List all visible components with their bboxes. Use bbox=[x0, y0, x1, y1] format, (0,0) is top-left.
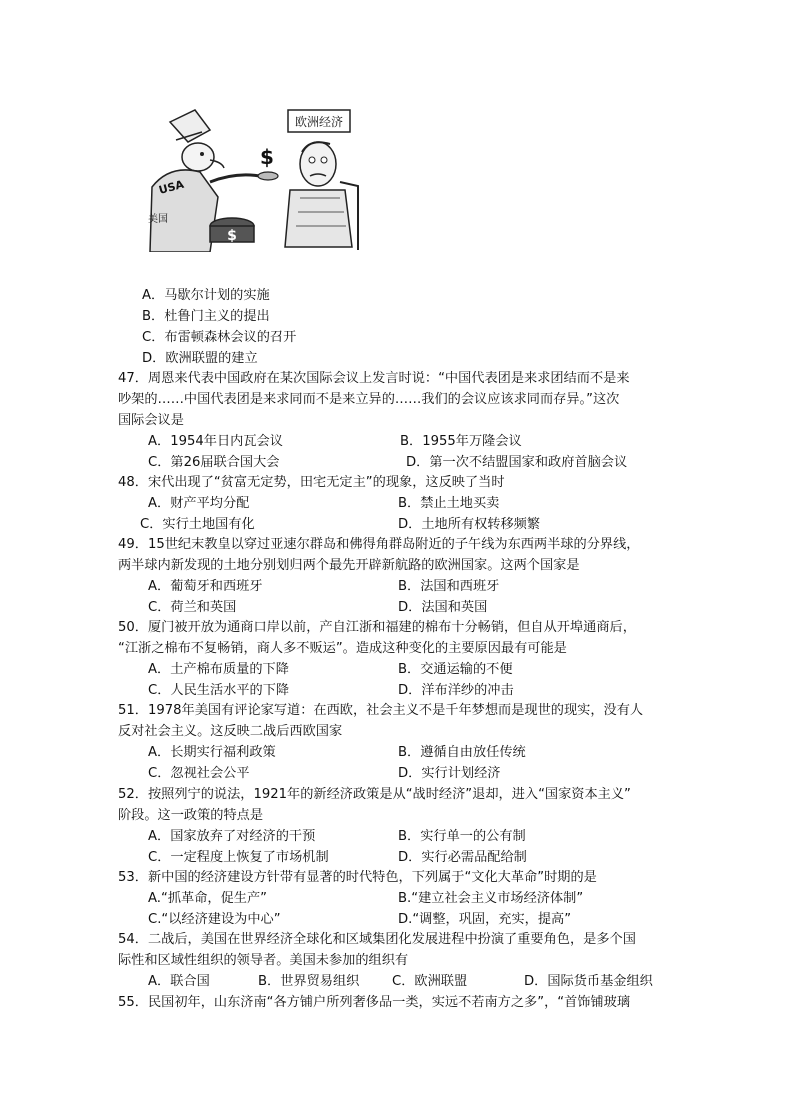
cartoon-usa-label: USA bbox=[157, 177, 186, 197]
q52-stem-line-2: 阶段。这一政策的特点是 bbox=[118, 808, 264, 823]
q50-stem-line-1: 50．厦门被开放为通商口岸以前，产自江浙和福建的棉布十分畅销，但自从开埠通商后， bbox=[118, 620, 636, 635]
q50-option-c: C．人民生活水平的下降 bbox=[148, 683, 290, 698]
q53-stem-line-1: 53．新中国的经济建设方针带有显著的时代特色，下列属于“文化大革命”时期的是 bbox=[118, 870, 597, 885]
q47-option-b: B．1955年万隆会议 bbox=[400, 434, 522, 449]
q47-stem-line-2: 吵架的……中国代表团是来求同而不是来立异的……我们的会议应该求同而存异。”这次 bbox=[118, 392, 620, 407]
q54-stem-line-1: 54．二战后，美国在世界经济全球化和区域集团化发展进程中扮演了重要角色，是多个国 bbox=[118, 932, 636, 947]
q53-option-c: C.“以经济建设为中心” bbox=[148, 912, 281, 927]
q47-stem-line-1: 47．周恩来代表中国政府在某次国际会议上发言时说：“中国代表团是来求团结而不是来 bbox=[118, 371, 630, 386]
q52-stem-line-1: 52．按照列宁的说法，1921年的新经济政策是从“战时经济”退却，进入“国家资本主义” bbox=[118, 787, 631, 802]
q52-option-d: D．实行必需品配给制 bbox=[398, 850, 527, 865]
q52-option-a: A．国家放弃了对经济的干预 bbox=[148, 829, 316, 844]
q49-option-a: A．葡萄牙和西班牙 bbox=[148, 579, 263, 594]
q54-option-c: C．欧洲联盟 bbox=[392, 974, 468, 989]
q47-option-d: D．第一次不结盟国家和政府首脑会议 bbox=[406, 455, 628, 470]
q46-option-d: D．欧洲联盟的建立 bbox=[142, 351, 258, 366]
q53-option-d: D.“调整，巩固，充实，提高” bbox=[398, 912, 572, 927]
q49-option-c: C．荷兰和英国 bbox=[148, 600, 237, 615]
q46-option-b: B．杜鲁门主义的提出 bbox=[142, 309, 270, 324]
q48-option-d: D．土地所有权转移频繁 bbox=[398, 517, 541, 532]
q48-option-c: C．实行土地国有化 bbox=[140, 517, 255, 532]
q49-stem-line-2: 两半球内新发现的土地分别划归两个最先开辟新航路的欧洲国家。这两个国家是 bbox=[118, 558, 580, 573]
q46-option-a: A．马歇尔计划的实施 bbox=[142, 288, 270, 303]
q50-option-d: D．洋布洋纱的冲击 bbox=[398, 683, 514, 698]
q46-option-c: C．布雷顿森林会议的召开 bbox=[142, 330, 297, 345]
q50-option-a: A．土产棉布质量的下降 bbox=[148, 662, 289, 677]
q49-option-b: B．法国和西班牙 bbox=[398, 579, 500, 594]
q54-option-b: B．世界贸易组织 bbox=[258, 974, 360, 989]
q49-option-d: D．法国和英国 bbox=[398, 600, 488, 615]
q47-option-c: C．第26届联合国大会 bbox=[148, 455, 280, 470]
q51-stem-line-1: 51．1978年美国有评论家写道：在西欧，社会主义不是千年梦想而是现世的现实，没有人 bbox=[118, 703, 644, 718]
q49-stem-line-1: 49．15世纪末教皇以穿过亚速尔群岛和佛得角群岛附近的子午线为东西两半球的分界线， bbox=[118, 537, 640, 552]
q54-stem-line-2: 际性和区域性组织的领导者。美国未参加的组织有 bbox=[118, 953, 409, 968]
q48-option-a: A．财产平均分配 bbox=[148, 496, 250, 511]
cartoon-us-label: 美国 bbox=[148, 214, 168, 225]
q54-option-a: A．联合国 bbox=[148, 974, 210, 989]
q50-stem-line-2: “江浙之棉布不复畅销，商人多不贩运”。造成这种变化的主要原因最有可能是 bbox=[118, 641, 567, 656]
q55-stem-line-1: 55．民国初年，山东济南“各方铺户所列奢侈品一类，实远不若南方之多”，“首饰铺玻璃 bbox=[118, 995, 631, 1010]
cartoon-caption: 欧洲经济 bbox=[294, 115, 344, 129]
q54-option-d: D．国际货币基金组织 bbox=[524, 974, 653, 989]
q52-option-b: B．实行单一的公有制 bbox=[398, 829, 526, 844]
q47-option-a: A．1954年日内瓦会议 bbox=[148, 434, 283, 449]
q51-stem-line-2: 反对社会主义。这反映二战后西欧国家 bbox=[118, 724, 343, 739]
q53-option-a: A.“抓革命，促生产” bbox=[148, 891, 267, 906]
q51-option-b: B．遵循自由放任传统 bbox=[398, 745, 526, 760]
q51-option-c: C．忽视社会公平 bbox=[148, 766, 250, 781]
q50-option-b: B．交通运输的不便 bbox=[398, 662, 513, 677]
cartoon-dollar-pot: $ bbox=[227, 228, 237, 244]
q52-option-c: C．一定程度上恢复了市场机制 bbox=[148, 850, 329, 865]
q47-stem-line-3: 国际会议是 bbox=[118, 413, 184, 428]
q51-option-a: A．长期实行福利政策 bbox=[148, 745, 276, 760]
cartoon-illustration bbox=[140, 102, 360, 252]
q51-option-d: D．实行计划经济 bbox=[398, 766, 501, 781]
q53-option-b: B.“建立社会主义市场经济体制” bbox=[398, 891, 584, 906]
cartoon-dollar-float: $ bbox=[260, 145, 274, 169]
q48-stem-line-1: 48．宋代出现了“贫富无定势，田宅无定主”的现象，这反映了当时 bbox=[118, 475, 505, 490]
q48-option-b: B．禁止土地买卖 bbox=[398, 496, 500, 511]
